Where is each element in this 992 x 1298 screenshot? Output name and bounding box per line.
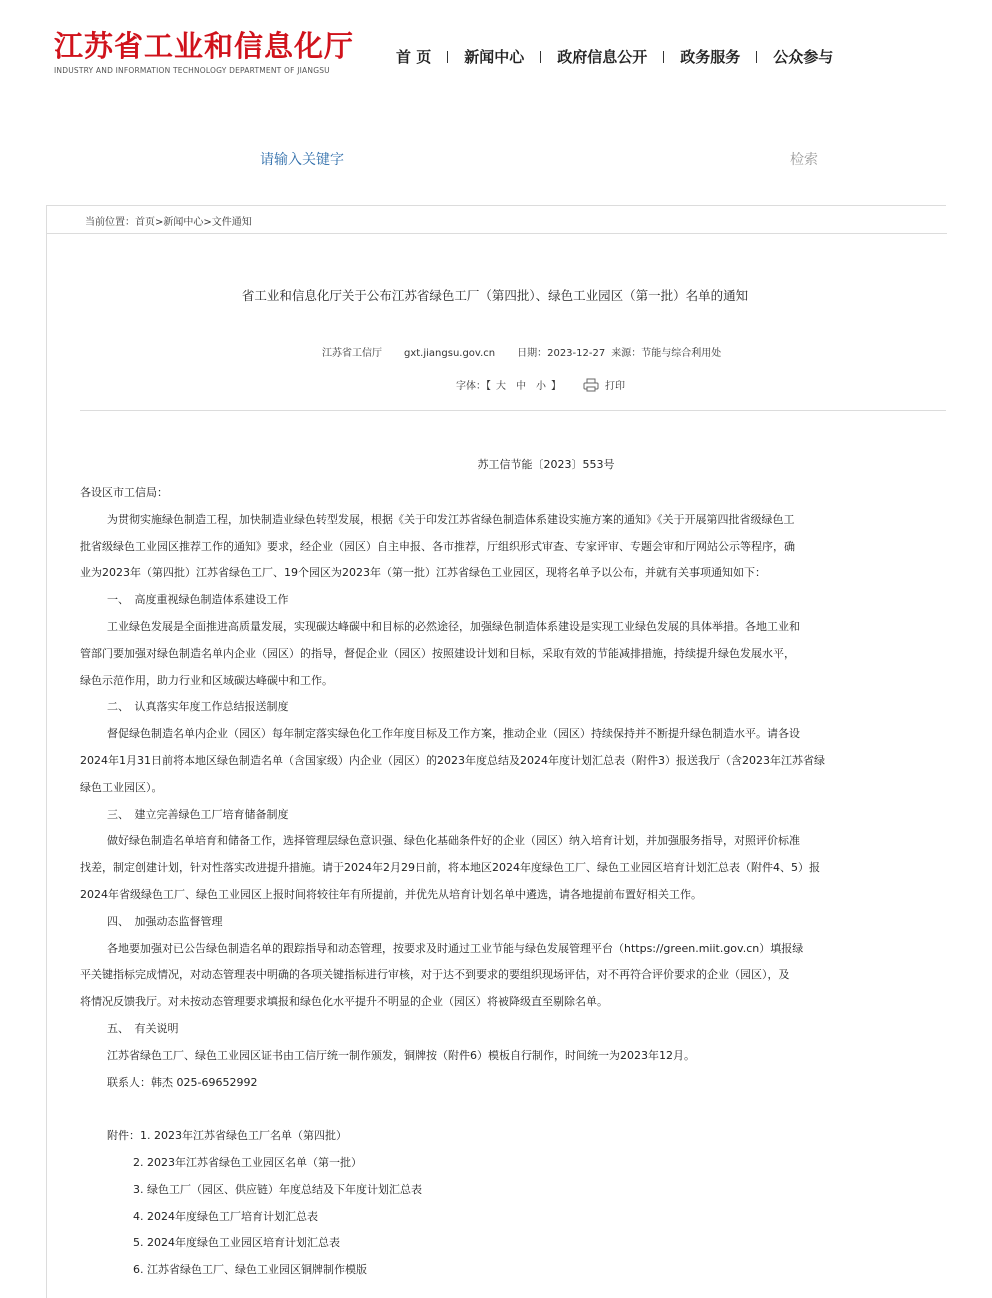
meta-origin: 来源：节能与综合利用处 — [611, 348, 722, 359]
logo-title: 江苏省工业和信息化厅 — [54, 29, 355, 63]
title-divider — [80, 410, 946, 411]
font-close: 】 — [551, 381, 561, 392]
document-number: 苏工信节能〔2023〕553号 — [477, 458, 615, 471]
meta-site: gxt.jiangsu.gov.cn — [404, 348, 496, 359]
body-line: 管部门要加强对绿色制造名单内企业（园区）的指导，督促企业（园区）按照建设计划和目标，采取有效的节能减排措施，持续提升绿色发展水平， — [80, 646, 795, 660]
article-body — [80, 480, 946, 1280]
body-line: 绿色示范作用，助力行业和区域碳达峰碳中和工作。 — [80, 673, 333, 687]
nav-news-center[interactable]: 新闻中心 — [464, 48, 525, 66]
body-line: 江苏省绿色工厂、绿色工业园区证书由工信厅统一制作颁发，铜牌按（附件6）模板自行制作，时间统一为2023年12月。 — [107, 1048, 695, 1062]
nav-public[interactable]: 公众参与 — [773, 48, 834, 66]
body-line: 4. 2024年度绿色工厂培育计划汇总表 — [133, 1209, 318, 1223]
breadcrumb-sep: > — [155, 217, 164, 228]
body-line: 三、 建立完善绿色工厂培育储备制度 — [107, 807, 289, 821]
body-line: 业为2023年（第四批）江苏省绿色工厂、19个园区为2023年（第一批）江苏省绿色工业园区，现将名单予以公布，并就有关事项通知如下： — [80, 566, 766, 580]
breadcrumb-news[interactable]: 新闻中心 — [163, 217, 204, 228]
meta-date: 日期：2023-12-27 — [517, 348, 606, 359]
font-large-option[interactable]: 大 — [496, 381, 506, 392]
font-small-option[interactable]: 小 — [536, 381, 546, 392]
body-line: 联系人：韩杰 025-69652992 — [107, 1075, 258, 1089]
body-line: 2024年省级绿色工厂、绿色工业园区上报时间将较往年有所提前，并优先从培育计划名单中遴选，请各地提前布置好相关工作。 — [80, 887, 702, 901]
print-label: 打印 — [605, 381, 625, 392]
font-label: 字体：【 — [456, 381, 491, 392]
font-medium-option[interactable]: 中 — [516, 381, 526, 392]
body-line: 一、 高度重视绿色制造体系建设工作 — [107, 593, 289, 607]
nav-services[interactable]: 政务服务 — [680, 48, 741, 66]
body-line: 五、 有关说明 — [107, 1021, 179, 1035]
main-nav — [380, 46, 849, 67]
breadcrumb-sep: > — [203, 217, 212, 228]
search-input[interactable] — [260, 148, 680, 172]
body-line: 5. 2024年度绿色工业园区培育计划汇总表 — [133, 1236, 340, 1250]
print-button[interactable] — [583, 377, 625, 392]
body-line: 2024年1月31日前将本地区绿色制造名单（含国家级）内企业（园区）的2023年度总结及2024年度计划汇总表（附件3）报送我厅（含2023年江苏省绿 — [80, 753, 825, 767]
body-line: 做好绿色制造名单培育和储备工作，选择管理层绿色意识强、绿色化基础条件好的企业（园区）纳入培育计划，并加强服务指导，对照评价标准 — [107, 834, 800, 848]
printer-icon — [583, 378, 599, 392]
body-line — [80, 1096, 946, 1123]
body-line: 四、 加强动态监督管理 — [107, 914, 223, 928]
body-line: 二、 认真落实年度工作总结报送制度 — [107, 700, 289, 714]
body-line: 3. 绿色工厂（园区、供应链）年度总结及下年度计划汇总表 — [133, 1182, 422, 1196]
body-line: 平关键指标完成情况，对动态管理表中明确的各项关键指标进行审核，对于达不到要求的要组织现场评估，对不再符合评价要求的企业（园区），及 — [80, 968, 790, 982]
font-size-controls — [456, 377, 625, 392]
body-line: 为贯彻实施绿色制造工程，加快制造业绿色转型发展，根据《关于印发江苏省绿色制造体系建设实施方案的通知》《关于开展第四批省级绿色工 — [107, 512, 795, 526]
body-line: 将情况反馈我厅。对未按动态管理要求填报和绿色化水平提升不明显的企业（园区）将被降级直至剔除名单。 — [80, 995, 608, 1009]
breadcrumb-label: 当前位置： — [85, 217, 135, 228]
breadcrumb-bar — [47, 206, 947, 234]
article-meta — [322, 344, 743, 359]
nav-gov-info[interactable]: 政府信息公开 — [557, 48, 648, 66]
body-line: 找差，制定创建计划，针对性落实改进提升措施。请于2024年2月29日前，将本地区2024年度绿色工厂、绿色工业园区培育计划汇总表（附件4、5）报 — [80, 861, 820, 875]
body-line: 附件：1. 2023年江苏省绿色工厂名单（第四批） — [107, 1129, 347, 1143]
search-button[interactable]: 检索 — [790, 152, 818, 168]
body-line: 批省级绿色工业园区推荐工作的通知》要求，经企业（园区）自主申报、各市推荐，厅组织形式审查、专家评审、专题会审和厅网站公示等程序，确 — [80, 539, 795, 553]
body-line: 各地要加强对已公告绿色制造名单的跟踪指导和动态管理，按要求及时通过工业节能与绿色发展管理平台（https://green.miit.gov.cn）填报绿 — [107, 941, 804, 955]
article-title: 省工业和信息化厅关于公布江苏省绿色工厂（第四批）、绿色工业园区（第一批）名单的通知 — [241, 288, 749, 303]
body-line: 2. 2023年江苏省绿色工业园区名单（第一批） — [133, 1155, 362, 1169]
logo-subtitle: INDUSTRY AND INFORMATION TECHNOLOGY DEPARTMENT OF JIANGSU — [54, 66, 330, 75]
breadcrumb — [85, 213, 252, 228]
breadcrumb-home[interactable]: 首页 — [135, 217, 155, 228]
meta-source: 江苏省工信厅 — [322, 348, 382, 359]
site-logo[interactable] — [54, 28, 364, 75]
body-line: 督促绿色制造名单内企业（园区）每年制定落实绿色化工作年度目标及工作方案，推动企业（园区）持续保持并不断提升绿色制造水平。请各设 — [107, 727, 800, 741]
body-line: 绿色工业园区）。 — [80, 780, 163, 794]
body-line: 各设区市工信局： — [80, 486, 168, 499]
body-line: 工业绿色发展是全面推进高质量发展，实现碳达峰碳中和目标的必然途径，加强绿色制造体系建设是实现工业绿色发展的具体举措。各地工业和 — [107, 619, 800, 633]
body-line: 6. 江苏省绿色工厂、绿色工业园区铜牌制作模版 — [133, 1263, 367, 1277]
breadcrumb-notices[interactable]: 文件通知 — [211, 217, 252, 228]
nav-home[interactable]: 首 页 — [396, 48, 432, 66]
